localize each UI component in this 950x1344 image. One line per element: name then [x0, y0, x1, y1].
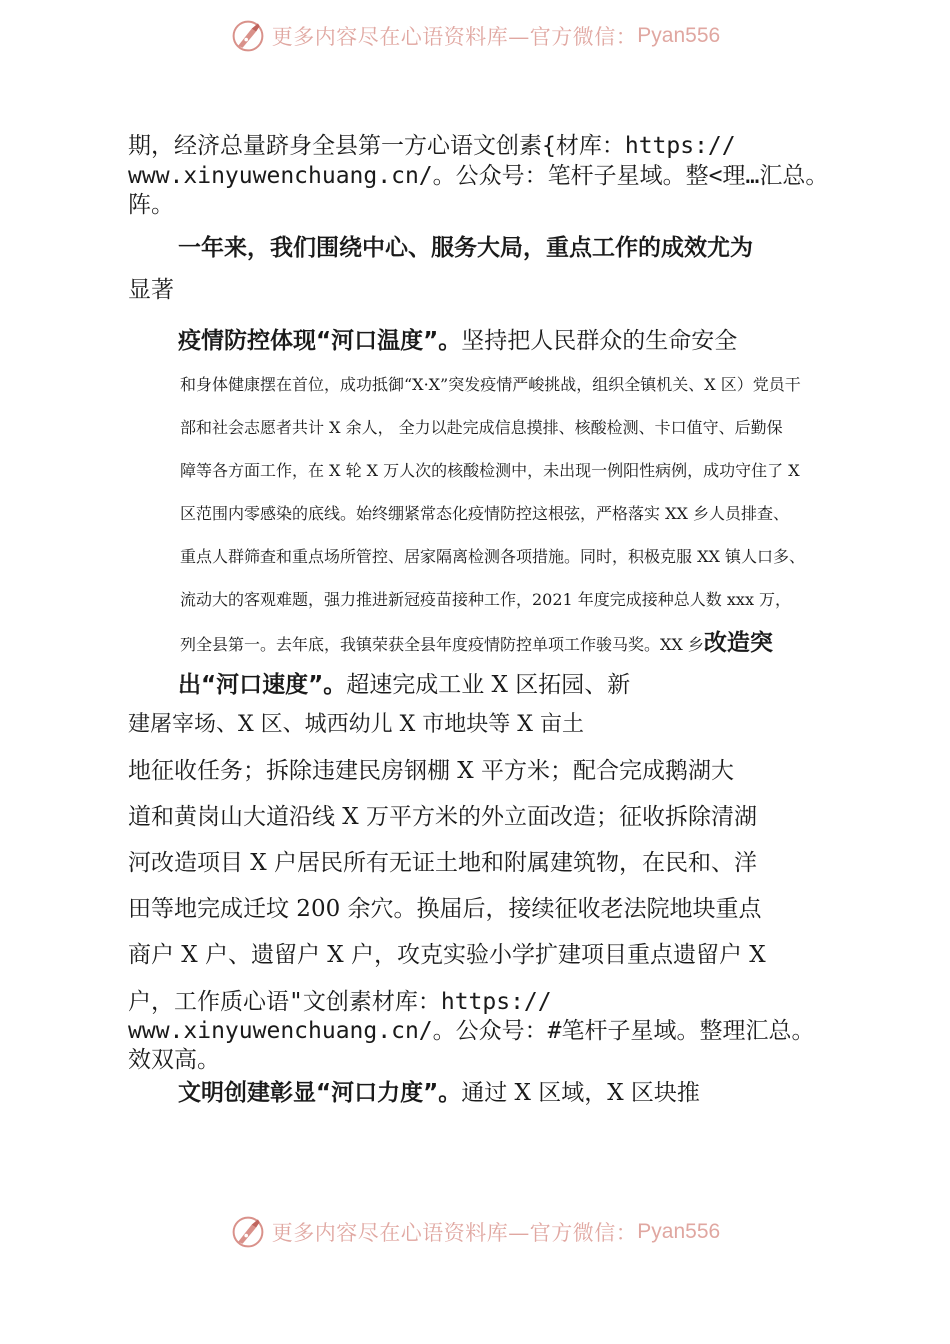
banner-text: 更多内容尽在心语资料库—官方微信：: [271, 25, 638, 49]
paragraph-title-line: [178, 666, 630, 699]
section-heading: 一年来，我们围绕中心、服务大局，重点工作的成效尤为: [178, 235, 753, 261]
text-line: 田等地完成迁坟 200 余穴。换届后，接续征收老法院地块重点: [128, 896, 762, 922]
small-text-line: 和身体健康摆在首位，成功抵御“X·X”突发疫情严峻挑战，组织全镇机关、X 区）党员干: [180, 375, 801, 394]
paragraph-lead: 通过 X 区域，X 区块推: [461, 1080, 700, 1106]
banner-wechat-id: Pyan556: [637, 1220, 721, 1243]
header-watermark-banner: [0, 14, 950, 58]
paragraph-title-line: [178, 1074, 700, 1107]
mixed-text-line: [180, 624, 773, 657]
small-text-line: 障等各方面工作，在 X 轮 X 万人次的核酸检测中，未出现一例阳性病例，成功守住了 X: [180, 461, 800, 480]
text-line: www.xinyuwenchuang.cn/。公众号：笔杆子星域。整<理…汇总。: [128, 163, 829, 189]
banner-text: 更多内容尽在心语资料库—官方微信：: [271, 1221, 638, 1245]
section-heading-cont: 显著: [128, 277, 174, 303]
text-line: 阵。: [128, 192, 174, 218]
text-line: 建屠宰场、X 区、城西幼儿 X 市地块等 X 亩土: [128, 712, 584, 737]
paragraph-lead: 坚持把人民群众的生命安全: [461, 328, 738, 354]
footer-watermark-banner: [0, 1210, 950, 1254]
paragraph-title-line: [178, 322, 737, 355]
text-line: 效双高。: [128, 1047, 220, 1073]
paragraph-title: 出“河口速度”。: [178, 672, 347, 698]
text-line: www.xinyuwenchuang.cn/。公众号：#笔杆子星域。整理汇总。: [128, 1018, 815, 1044]
small-text: 列全县第一。去年底，我镇荣获全县年度疫情防控单项工作骏马奖。XX 乡: [180, 635, 704, 654]
paragraph-lead: 超速完成工业 X 区拓园、新: [346, 672, 631, 698]
small-text-line: 重点人群筛查和重点场所管控、居家隔离检测各项措施。同时，积极克服 XX 镇人口多、: [180, 547, 805, 566]
text-line: 户，工作质心语"文创素材库：https://: [128, 989, 552, 1015]
text-line: 期，经济总量跻身全县第一方心语文创素{材库：https://: [128, 133, 736, 159]
text-line: 河改造项目 X 户居民所有无证土地和附属建筑物，在民和、洋: [128, 850, 757, 876]
paragraph-title: 疫情防控体现“河口温度”。: [178, 328, 462, 354]
small-text-line: 流动大的客观难题，强力推进新冠疫苗接种工作，2021 年度完成接种总人数 xxx 万，: [180, 590, 792, 609]
paragraph-title: 改造突: [703, 630, 773, 656]
pen-nib-logo-icon: [230, 18, 266, 54]
small-text-line: 区范围内零感染的底线。始终绷紧常态化疫情防控这根弦，严格落实 XX 乡人员排查、: [180, 504, 789, 523]
text-line: 商户 X 户、遗留户 X 户，攻克实验小学扩建项目重点遗留户 X: [128, 942, 766, 968]
text-line: 地征收任务；拆除违建民房钢棚 X 平方米；配合完成鹅湖大: [128, 758, 734, 784]
text-line: 道和黄岗山大道沿线 X 万平方米的外立面改造；征收拆除清湖: [128, 804, 757, 830]
banner-wechat-id: Pyan556: [637, 24, 721, 47]
small-text-line: 部和社会志愿者共计 X 余人， 全力以赴完成信息摸排、核酸检测、卡口值守、后勤保: [180, 418, 783, 437]
pen-nib-logo-icon: [230, 1214, 266, 1250]
paragraph-title: 文明创建彰显“河口力度”。: [178, 1080, 462, 1106]
